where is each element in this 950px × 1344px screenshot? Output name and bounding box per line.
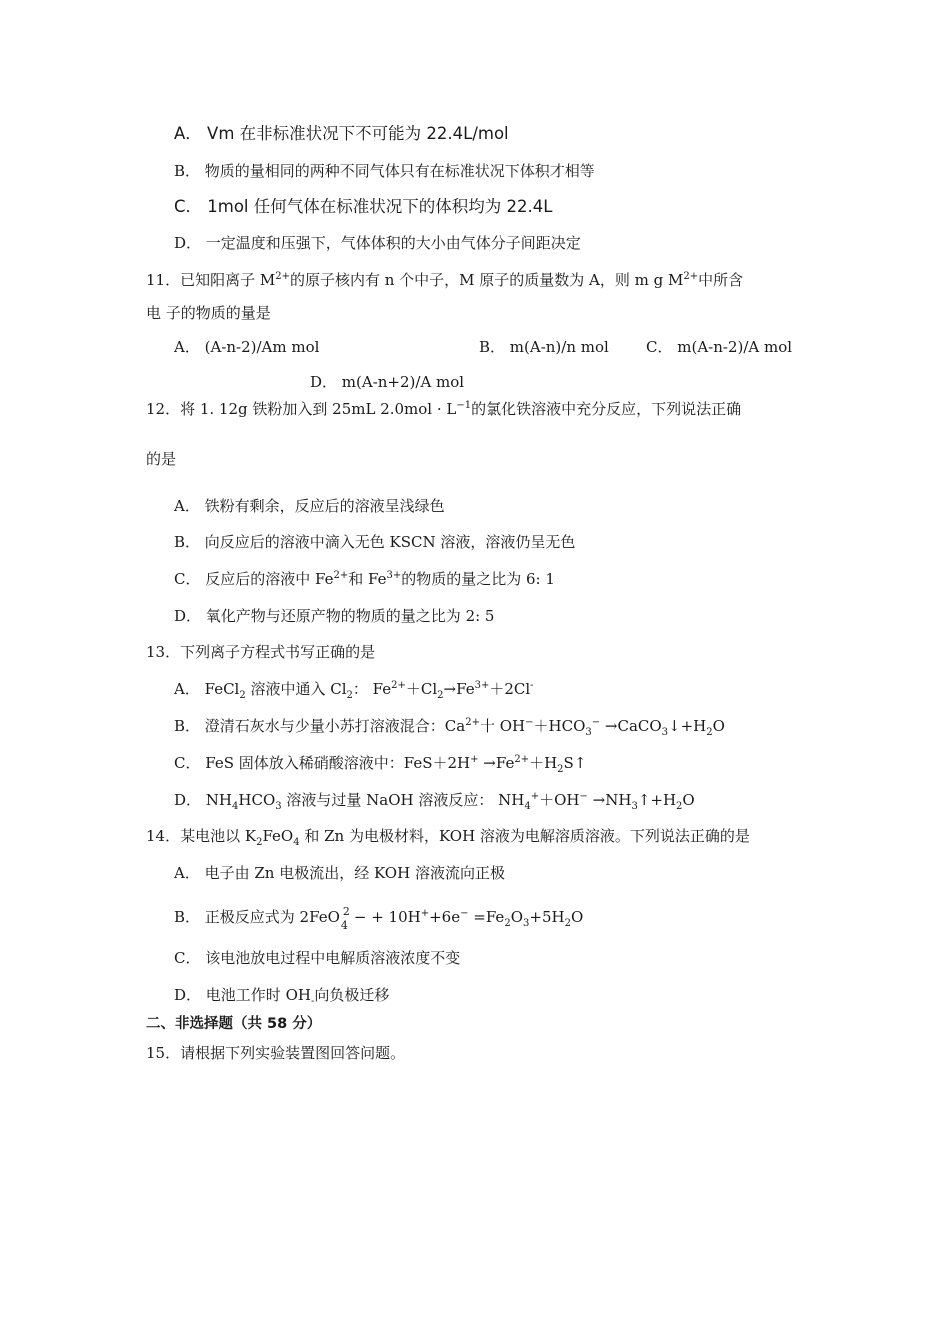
q14-option-c: C． 该电池放电过程中电解质溶液浓度不变 [174, 949, 461, 967]
q11-option-b: B． m(A-n)/n mol [479, 338, 609, 356]
fraction-notation: 2 4 [340, 905, 350, 932]
section-heading: 二、非选择题（共 58 分） [146, 1016, 322, 1032]
q12-option-c: C． 反应后的溶液中 $Fe^{2+}$和 $Fe^{3+}$的物质的量之比为 6: 1 [174, 570, 555, 588]
q13-stem: 13．下列离子方程式书写正确的是 [146, 643, 376, 661]
q12-option-d: D． 氧化产物与还原产物的物质的量之比为 2: 5 [174, 607, 495, 625]
q14-option-a: A． 电子由 Zn 电极流出，经 KOH 溶液流向正极 [174, 864, 505, 882]
q14-option-b: B． 正极反应式为 2FeO 2 4 − + $10H^++6e^- =Fe_2O_3+5H_2O$ [174, 905, 584, 932]
q14-stem: 14．某电池以 $K_2FeO_4$ 和 Zn 为电极材料，KOH 溶液为电解溶质溶液。下列说法正确的是 [146, 827, 750, 848]
q11-option-a: A． (A-n-2)/Am mol [174, 338, 320, 356]
q14-option-d: D． 电池工作时 $OH_-$向负极迁移 [174, 986, 390, 1007]
q13-option-d: D． $NH_4HCO_3$ 溶液与过量 NaOH 溶液反应： $NH_4^++OH^-$ $\to NH_3↑+H_2O$ [174, 791, 695, 812]
q12-option-b: B． 向反应后的溶液中滴入无色 KSCN 溶液，溶液仍呈无色 [174, 533, 576, 551]
q15-stem: 15．请根据下列实验装置图回答问题。 [146, 1044, 406, 1062]
q11-stem-continued: 电 子的物质的量是 [146, 304, 271, 322]
q13-option-b: B． 澄清石灰水与少量小苏打溶液混合：$Ca^{2+}$十 $OH^-+HCO_3^-$ $\to CaCO_3↓+H_2O$ [174, 717, 725, 738]
q11-option-c: C． m(A-n-2)/A mol [646, 338, 793, 356]
q10-option-a: A． Vm 在非标准状况下不可能为 22.4L/mol [174, 124, 509, 143]
q11-option-d: D． m(A-n+2)/A mol [310, 373, 465, 391]
q12-stem-continued: 的是 [146, 450, 177, 468]
q10-option-b: B． 物质的量相同的两种不同气体只有在标准状况下体积才相等 [174, 162, 595, 180]
q12-stem: 12．将 1. 12g 铁粉加入到 25mL $2.0mol \cdot L^{-1}$的氯化铁溶液中充分反应，下列说法正确 [146, 400, 742, 418]
q11-stem: 11．已知阳离子 $M^{2+}$的原子核内有 n 个中子，M 原子的质量数为 A，则 m g $M^{2+}$中所含 [146, 271, 744, 289]
q12-option-a: A． 铁粉有剩余，反应后的溶液呈浅绿色 [174, 497, 445, 515]
q13-option-a: A． FeCl$_2$ 溶液中通入 $Cl_2$： $Fe^{2+}+Cl_2\to Fe^{3+}+2Cl^-$ [174, 680, 534, 701]
q13-option-c: C． FeS 固体放入稀硝酸溶液中：$FeS+2H^+ \to Fe^{2+}+H_2S↑$ [174, 754, 587, 775]
q10-option-c: C． 1mol 任何气体在标准状况下的体积均为 22.4L [174, 197, 553, 216]
q10-option-d: D． 一定温度和压强下，气体体积的大小由气体分子间距决定 [174, 234, 581, 252]
